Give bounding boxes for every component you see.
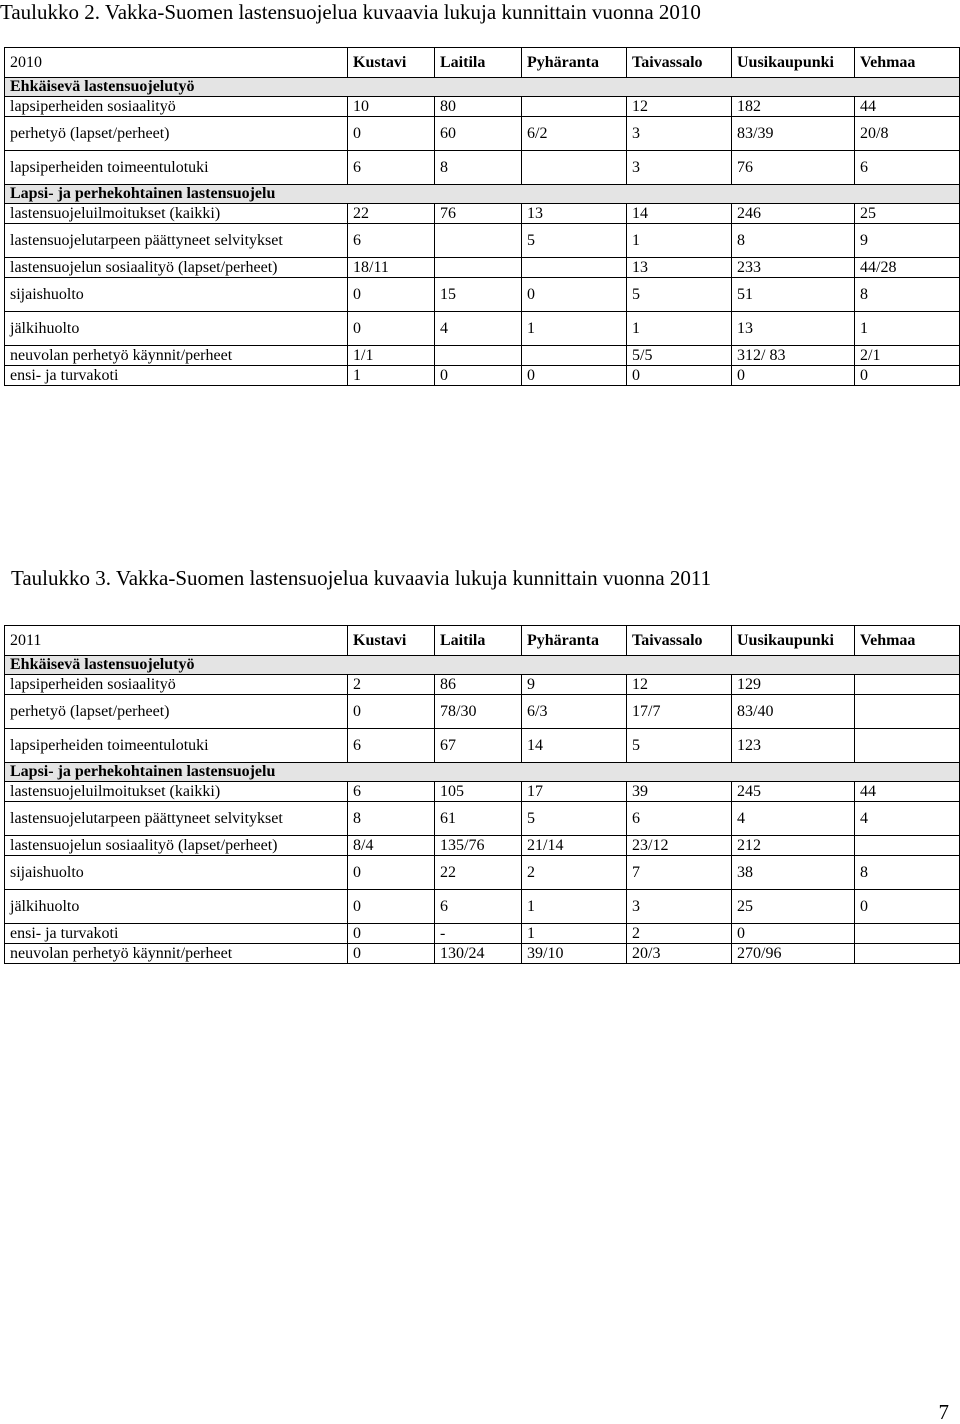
row-label: ensi- ja turvakoti bbox=[5, 924, 348, 944]
value-cell: 8 bbox=[855, 278, 960, 312]
table-row bbox=[5, 204, 960, 224]
value-cell: 2 bbox=[627, 924, 732, 944]
row-label: jälkihuolto bbox=[5, 312, 348, 346]
value-cell: 6 bbox=[435, 890, 522, 924]
value-cell: 1 bbox=[522, 890, 627, 924]
municipality-header: Vehmaa bbox=[855, 48, 960, 78]
municipality-header: Uusikaupunki bbox=[732, 626, 855, 656]
section-heading: Ehkäisevä lastensuojelutyö bbox=[5, 78, 960, 97]
value-cell: 60 bbox=[435, 117, 522, 151]
table-row bbox=[5, 729, 960, 763]
value-cell bbox=[522, 258, 627, 278]
value-cell: 1 bbox=[855, 312, 960, 346]
year-cell: 2011 bbox=[5, 626, 348, 656]
value-cell: 4 bbox=[732, 802, 855, 836]
section-heading: Ehkäisevä lastensuojelutyö bbox=[5, 656, 960, 675]
value-cell: 8 bbox=[435, 151, 522, 185]
value-cell: 0 bbox=[348, 278, 435, 312]
value-cell: 6 bbox=[348, 782, 435, 802]
value-cell bbox=[855, 729, 960, 763]
value-cell: 123 bbox=[732, 729, 855, 763]
value-cell: 83/40 bbox=[732, 695, 855, 729]
value-cell: 0 bbox=[348, 695, 435, 729]
municipality-header: Kustavi bbox=[348, 48, 435, 78]
value-cell: 17 bbox=[522, 782, 627, 802]
table-row bbox=[5, 117, 960, 151]
value-cell: 212 bbox=[732, 836, 855, 856]
table-row bbox=[5, 890, 960, 924]
value-cell: 2 bbox=[348, 675, 435, 695]
value-cell: 130/24 bbox=[435, 944, 522, 964]
value-cell: 39/10 bbox=[522, 944, 627, 964]
table-row bbox=[5, 836, 960, 856]
value-cell: 1 bbox=[348, 366, 435, 386]
value-cell: 80 bbox=[435, 97, 522, 117]
value-cell: 25 bbox=[732, 890, 855, 924]
value-cell: 76 bbox=[732, 151, 855, 185]
value-cell: 8 bbox=[855, 856, 960, 890]
table-row bbox=[5, 856, 960, 890]
value-cell: 4 bbox=[855, 802, 960, 836]
municipality-header: Taivassalo bbox=[627, 626, 732, 656]
table-row bbox=[5, 346, 960, 366]
value-cell: 14 bbox=[522, 729, 627, 763]
value-cell bbox=[855, 675, 960, 695]
value-cell: 6 bbox=[348, 729, 435, 763]
value-cell: 8/4 bbox=[348, 836, 435, 856]
value-cell: 61 bbox=[435, 802, 522, 836]
value-cell: 5 bbox=[627, 278, 732, 312]
table-row bbox=[5, 944, 960, 964]
value-cell: 6/2 bbox=[522, 117, 627, 151]
section-heading-row bbox=[5, 763, 960, 782]
municipality-header: Taivassalo bbox=[627, 48, 732, 78]
table-header-row bbox=[5, 626, 960, 656]
municipality-header: Kustavi bbox=[348, 626, 435, 656]
table-row bbox=[5, 782, 960, 802]
value-cell: 51 bbox=[732, 278, 855, 312]
row-label: ensi- ja turvakoti bbox=[5, 366, 348, 386]
value-cell: 245 bbox=[732, 782, 855, 802]
row-label: lapsiperheiden toimeentulotuki bbox=[5, 151, 348, 185]
value-cell: 6 bbox=[348, 224, 435, 258]
value-cell: 6 bbox=[348, 151, 435, 185]
value-cell: 0 bbox=[522, 278, 627, 312]
value-cell: 44 bbox=[855, 97, 960, 117]
row-label: lapsiperheiden sosiaalityö bbox=[5, 675, 348, 695]
value-cell: 182 bbox=[732, 97, 855, 117]
value-cell: 5 bbox=[522, 802, 627, 836]
value-cell: 0 bbox=[627, 366, 732, 386]
table-3-title: Taulukko 3. Vakka-Suomen lastensuojelua kuvaavia lukuja kunnittain vuonna 2011 bbox=[11, 566, 712, 590]
row-label: neuvolan perhetyö käynnit/perheet bbox=[5, 346, 348, 366]
row-label: lastensuojelutarpeen päättyneet selvitykset bbox=[5, 802, 348, 836]
value-cell: 3 bbox=[627, 890, 732, 924]
value-cell bbox=[855, 944, 960, 964]
value-cell: 270/96 bbox=[732, 944, 855, 964]
row-label: perhetyö (lapset/perheet) bbox=[5, 117, 348, 151]
row-label: neuvolan perhetyö käynnit/perheet bbox=[5, 944, 348, 964]
row-label: lastensuojelutarpeen päättyneet selvitykset bbox=[5, 224, 348, 258]
value-cell: 0 bbox=[435, 366, 522, 386]
value-cell: 3 bbox=[627, 151, 732, 185]
value-cell: 14 bbox=[627, 204, 732, 224]
value-cell: 1 bbox=[627, 312, 732, 346]
municipality-header: Laitila bbox=[435, 48, 522, 78]
table-header-row bbox=[5, 48, 960, 78]
table-row bbox=[5, 924, 960, 944]
value-cell: 0 bbox=[855, 366, 960, 386]
row-label: jälkihuolto bbox=[5, 890, 348, 924]
table-row bbox=[5, 278, 960, 312]
value-cell: 9 bbox=[522, 675, 627, 695]
value-cell: 22 bbox=[435, 856, 522, 890]
value-cell: 0 bbox=[348, 117, 435, 151]
value-cell: 8 bbox=[348, 802, 435, 836]
value-cell: 13 bbox=[732, 312, 855, 346]
value-cell bbox=[855, 924, 960, 944]
value-cell bbox=[522, 151, 627, 185]
value-cell: 12 bbox=[627, 97, 732, 117]
value-cell: 3 bbox=[627, 117, 732, 151]
value-cell: 25 bbox=[855, 204, 960, 224]
value-cell: 8 bbox=[732, 224, 855, 258]
value-cell: 13 bbox=[627, 258, 732, 278]
municipality-header: Vehmaa bbox=[855, 626, 960, 656]
section-heading: Lapsi- ja perhekohtainen lastensuojelu bbox=[5, 763, 960, 782]
value-cell: 5 bbox=[627, 729, 732, 763]
value-cell bbox=[435, 258, 522, 278]
value-cell bbox=[855, 836, 960, 856]
section-heading: Lapsi- ja perhekohtainen lastensuojelu bbox=[5, 185, 960, 204]
row-label: lapsiperheiden toimeentulotuki bbox=[5, 729, 348, 763]
row-label: lastensuojelun sosiaalityö (lapset/perheet) bbox=[5, 258, 348, 278]
municipality-header: Uusikaupunki bbox=[732, 48, 855, 78]
value-cell bbox=[435, 224, 522, 258]
table-row bbox=[5, 695, 960, 729]
table-row bbox=[5, 802, 960, 836]
municipality-header: Pyhäranta bbox=[522, 48, 627, 78]
value-cell: 38 bbox=[732, 856, 855, 890]
row-label: sijaishuolto bbox=[5, 856, 348, 890]
value-cell: 18/11 bbox=[348, 258, 435, 278]
value-cell: 15 bbox=[435, 278, 522, 312]
value-cell: 2/1 bbox=[855, 346, 960, 366]
value-cell: 9 bbox=[855, 224, 960, 258]
value-cell: 0 bbox=[732, 366, 855, 386]
table-3 bbox=[4, 625, 960, 964]
value-cell: 78/30 bbox=[435, 695, 522, 729]
value-cell: 1 bbox=[522, 312, 627, 346]
value-cell: 12 bbox=[627, 675, 732, 695]
row-label: lastensuojeluilmoitukset (kaikki) bbox=[5, 204, 348, 224]
year-cell: 2010 bbox=[5, 48, 348, 78]
value-cell: 0 bbox=[348, 944, 435, 964]
value-cell: 233 bbox=[732, 258, 855, 278]
value-cell: 4 bbox=[435, 312, 522, 346]
value-cell: 105 bbox=[435, 782, 522, 802]
value-cell: 20/8 bbox=[855, 117, 960, 151]
value-cell: 7 bbox=[627, 856, 732, 890]
value-cell: 0 bbox=[855, 890, 960, 924]
value-cell: 10 bbox=[348, 97, 435, 117]
value-cell: 246 bbox=[732, 204, 855, 224]
value-cell: - bbox=[435, 924, 522, 944]
municipality-header: Laitila bbox=[435, 626, 522, 656]
value-cell: 129 bbox=[732, 675, 855, 695]
table-2-title: Taulukko 2. Vakka-Suomen lastensuojelua kuvaavia lukuja kunnittain vuonna 2010 bbox=[0, 0, 701, 24]
value-cell: 17/7 bbox=[627, 695, 732, 729]
value-cell: 22 bbox=[348, 204, 435, 224]
table-2 bbox=[4, 47, 960, 386]
table-row bbox=[5, 366, 960, 386]
value-cell: 76 bbox=[435, 204, 522, 224]
value-cell: 6 bbox=[627, 802, 732, 836]
value-cell: 67 bbox=[435, 729, 522, 763]
value-cell: 21/14 bbox=[522, 836, 627, 856]
value-cell bbox=[855, 695, 960, 729]
value-cell: 5/5 bbox=[627, 346, 732, 366]
table-row bbox=[5, 97, 960, 117]
table-row bbox=[5, 151, 960, 185]
value-cell: 20/3 bbox=[627, 944, 732, 964]
section-heading-row bbox=[5, 78, 960, 97]
value-cell: 0 bbox=[522, 366, 627, 386]
value-cell: 44/28 bbox=[855, 258, 960, 278]
value-cell: 2 bbox=[522, 856, 627, 890]
value-cell: 39 bbox=[627, 782, 732, 802]
value-cell: 0 bbox=[348, 856, 435, 890]
value-cell: 5 bbox=[522, 224, 627, 258]
value-cell bbox=[435, 346, 522, 366]
section-heading-row bbox=[5, 185, 960, 204]
value-cell: 13 bbox=[522, 204, 627, 224]
value-cell: 0 bbox=[732, 924, 855, 944]
row-label: perhetyö (lapset/perheet) bbox=[5, 695, 348, 729]
value-cell: 0 bbox=[348, 312, 435, 346]
table-row bbox=[5, 224, 960, 258]
value-cell: 86 bbox=[435, 675, 522, 695]
table-row bbox=[5, 312, 960, 346]
page-number: 7 bbox=[938, 1400, 949, 1424]
value-cell: 312/ 83 bbox=[732, 346, 855, 366]
value-cell: 1 bbox=[627, 224, 732, 258]
value-cell: 0 bbox=[348, 890, 435, 924]
section-heading-row bbox=[5, 656, 960, 675]
value-cell: 6 bbox=[855, 151, 960, 185]
value-cell: 23/12 bbox=[627, 836, 732, 856]
value-cell: 83/39 bbox=[732, 117, 855, 151]
table-row bbox=[5, 675, 960, 695]
value-cell: 44 bbox=[855, 782, 960, 802]
row-label: lapsiperheiden sosiaalityö bbox=[5, 97, 348, 117]
value-cell: 1 bbox=[522, 924, 627, 944]
table-row bbox=[5, 258, 960, 278]
value-cell: 0 bbox=[348, 924, 435, 944]
municipality-header: Pyhäranta bbox=[522, 626, 627, 656]
row-label: lastensuojeluilmoitukset (kaikki) bbox=[5, 782, 348, 802]
row-label: sijaishuolto bbox=[5, 278, 348, 312]
value-cell: 6/3 bbox=[522, 695, 627, 729]
value-cell: 1/1 bbox=[348, 346, 435, 366]
value-cell bbox=[522, 97, 627, 117]
value-cell: 135/76 bbox=[435, 836, 522, 856]
value-cell bbox=[522, 346, 627, 366]
row-label: lastensuojelun sosiaalityö (lapset/perheet) bbox=[5, 836, 348, 856]
